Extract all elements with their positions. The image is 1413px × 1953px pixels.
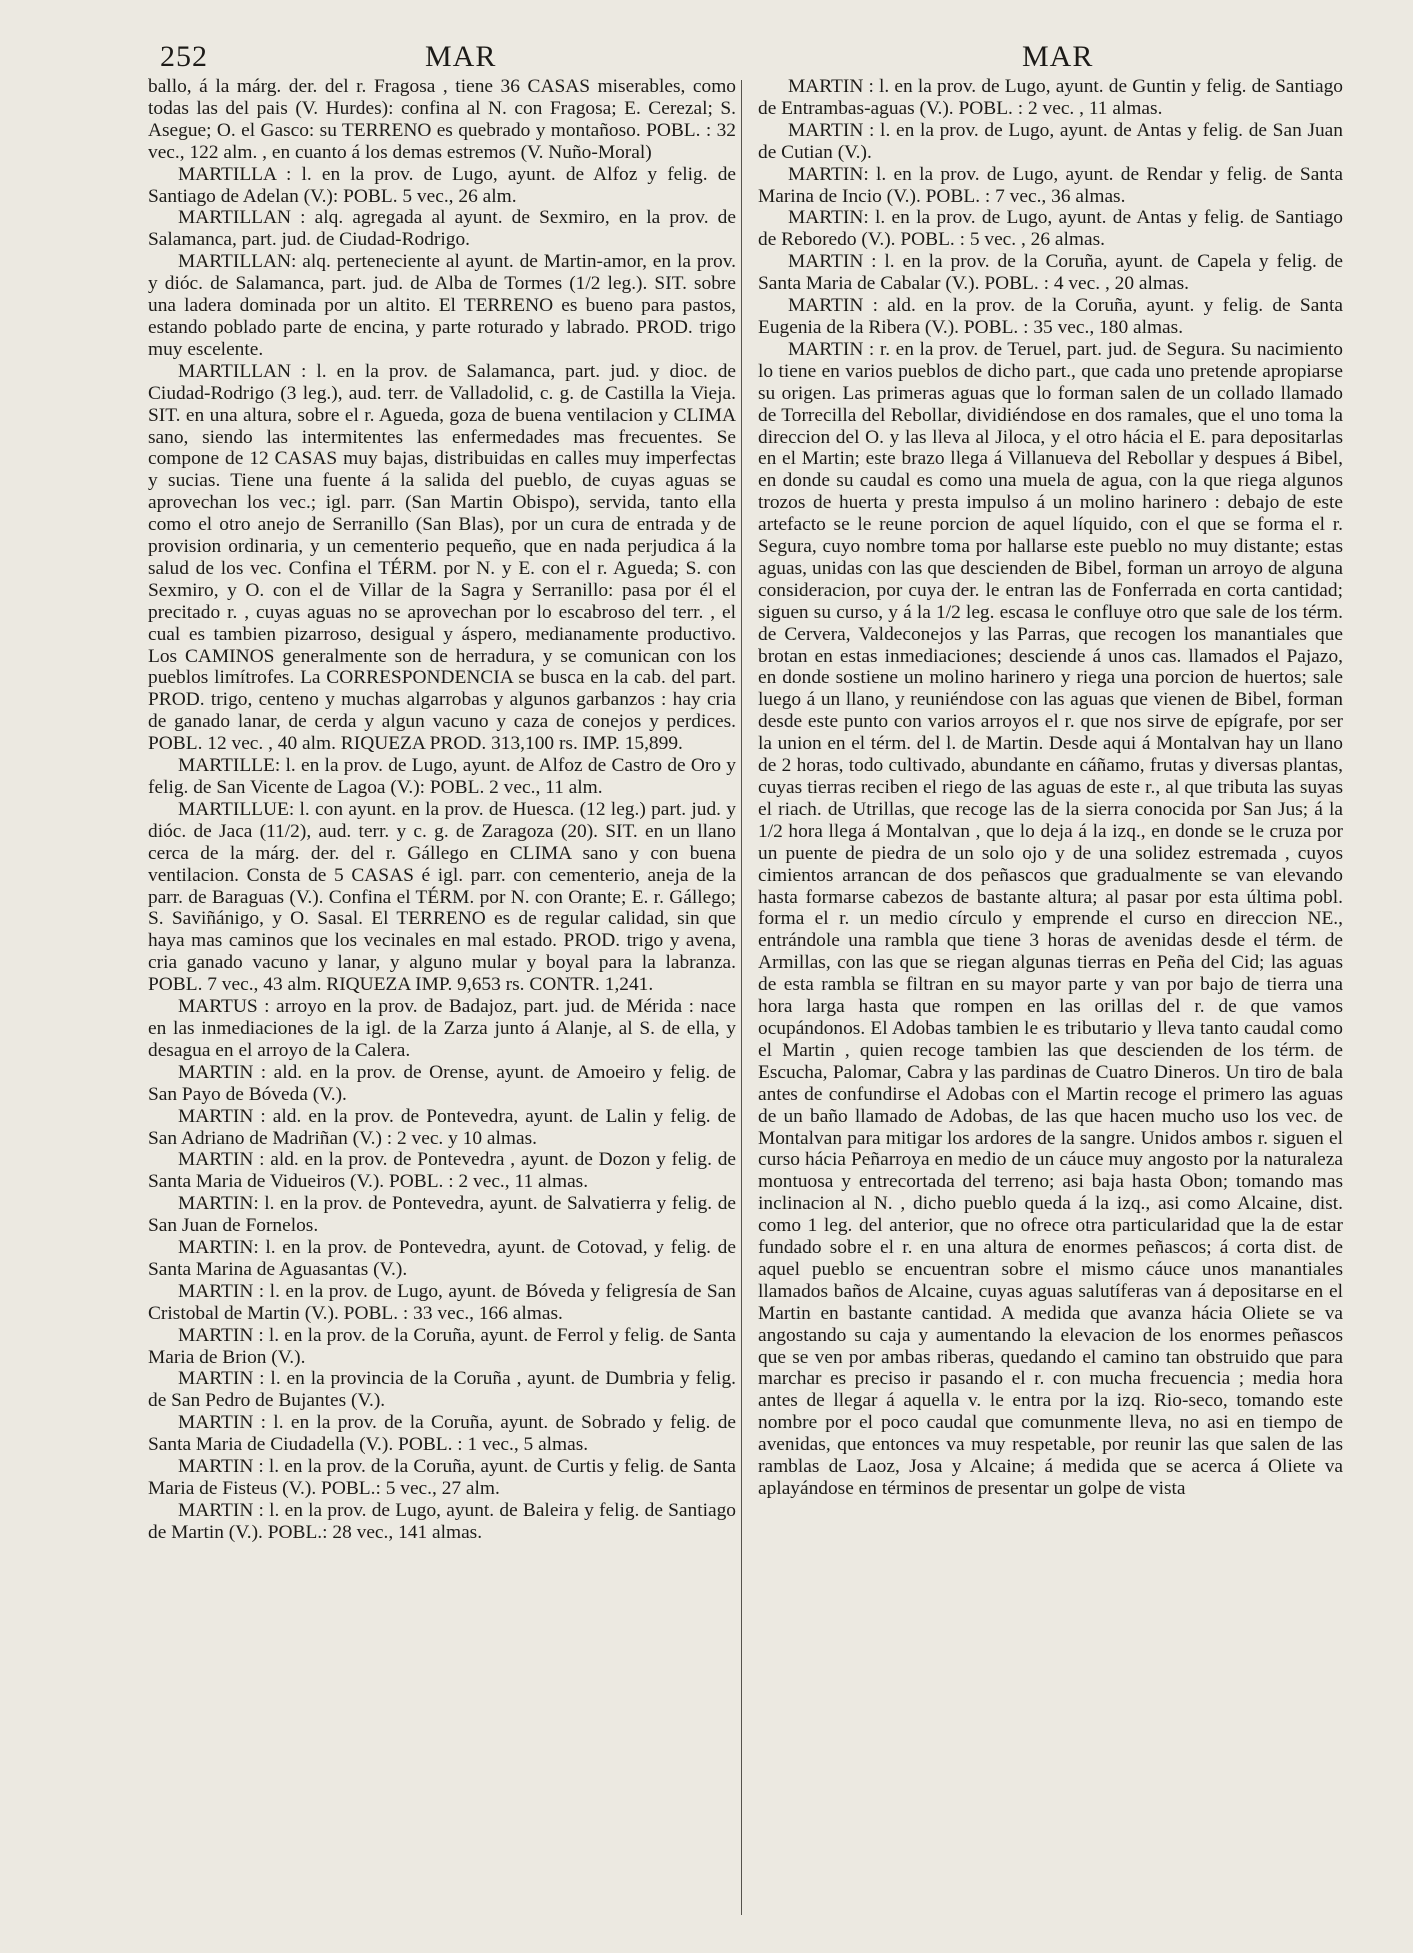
entry: MARTILLAN : l. en la prov. de Salamanca, part. jud. y dioc. de Ciudad-Rodrigo (3 leg.), aud. terr. de Valladolid, c. g. de Castilla la Vieja. SIT. en una altura, sobre el r. Agueda, goza de buena ventilacion y CLIMA sano, siendo las intermitentes las enfermedades mas frecuentes. Se compone de 12 CASAS muy bajas, distribuidas en calles muy imperfectas y sucias. Tiene una fuente á la salida del pueblo, de cuyas aguas se aprovechan los vec.; igl. parr. (San Martin Obispo), servida, tanto ella como el otro anejo de Serranillo (San Blas), por un cura de entrada y de provision ordinaria, y un cementerio pequeño, que en nada perjudica á la salud de los vec. Confina el TÉRM. por N. y E. con el r. Agueda; S. con Sexmiro, y O. con el de Villar de la Sagra y Serranillo: pasa por él el precitado r. , cuyas aguas no se aprovechan por lo escabroso del terr. , el cual es tambien pizarroso, desigual y áspero, medianamente productivo. Los CAMINOS generalmente son de herradura, y se comunican con los pueblos limítrofes. La CORRESPONDENCIA se busca en la cab. del part. PROD. trigo, centeno y muchas algarrobas y algunos garbanzos : hay cria de ganado lanar, de cerda y algun vacuno y caza de conejos y perdices. POBL. 12 vec. , 40 alm. RIQUEZA PROD. 313,100 rs. IMP. 15,899. (148, 360, 736, 755)
entry: MARTIN: l. en la prov. de Lugo, ayunt. de Antas y felig. de Santiago de Reboredo (V.). POBL. : 5 vec. , 26 almas. (758, 207, 1343, 251)
entry: MARTIN: l. en la prov. de Pontevedra, ayunt. de Salvatierra y felig. de San Juan de Fornelos. (148, 1193, 736, 1237)
right-column (758, 76, 1343, 1500)
entry: MARTUS : arroyo en la prov. de Badajoz, part. jud. de Mérida : nace en las inmediaciones de la igl. de la Zarza junto á Alanje, al S. de ella, y desagua en el arroyo de la Calera. (148, 996, 736, 1061)
entry: MARTIN : ald. en la prov. de Pontevedra , ayunt. de Dozon y felig. de Santa Maria de Vidueiros (V.). POBL. : 2 vec., 11 almas. (148, 1149, 736, 1193)
entry: MARTIN : l. en la prov. de la Coruña, ayunt. de Sobrado y felig. de Santa Maria de Ciudadella (V.). POBL. : 1 vec., 5 almas. (148, 1412, 736, 1456)
entry: MARTIN : l. en la prov. de Lugo, ayunt. de Baleira y felig. de Santiago de Martin (V.). POBL.: 28 vec., 141 almas. (148, 1499, 736, 1543)
entry: MARTILLA : l. en la prov. de Lugo, ayunt. de Alfoz y felig. de Santiago de Adelan (V.): POBL. 5 vec., 26 alm. (148, 163, 736, 207)
column-divider (741, 80, 742, 1915)
entry: MARTIN : r. en la prov. de Teruel, part. jud. de Segura. Su nacimiento lo tiene en varios pueblos de dicho part., que cada uno pretende apropiarse su origen. Las primeras aguas que lo forman salen de un collado llamado de Torrecilla del Rebollar, dividiéndose en dos ramales, que el uno toma la direccion del O. y las lleva al Jiloca, y el otro hácia el E. para depositarlas en el Martin; este brazo llega á Villanueva del Rebollar y despues á Bibel, en donde su caudal es como una muela de agua, con la que riega algunos trozos de huerta y presta impulso á un molino harinero : debajo de este artefacto se le reune porcion de aquel líquido, con el que se forma el r. Segura, cuyo nombre toma por hallarse este pueblo no muy distante; estas aguas, unidas con las que descienden de Bibel, forman un arroyo de alguna consideracion, por cuya der. le entran las de Fonferrada en corta cantidad; siguen su curso, y á la 1/2 leg. escasa le confluye otro que sale de los térm. de Cervera, Valdeconejos y las Parras, que recogen los manantiales que brotan en estas inmediaciones; desciende á unos cas. llamados el Pajazo, en donde sostiene un molino harinero y riega una porcion de huertos; sale luego á un llano, y reuniéndose con las aguas que vienen de Bibel, forman desde este punto con varios arroyos el r. que nos sirve de epígrafe, por ser la union en el térm. del l. de Martin. Desde aqui á Montalvan hay un llano de 2 horas, todo cultivado, abundante en cáñamo, frutas y diversas plantas, cuyas tierras reciben el riego de las aguas de este r., al que tributa las suyas el riach. de Utrillas, que recoge las de la sierra conocida por San Jus; á la 1/2 hora llega á Montalvan , que lo deja á la izq., en donde se le cruza por un puente de piedra de un solo ojo y de una solidez estremada , cuyos cimientos arrancan de dos peñascos que gradualmente se van elevando hasta formarse cabezos de bastante altura; al pasar por esta última pobl. forma el r. un medio círculo y emprende el curso en direccion NE., entrándole una rambla que tiene 3 horas de avenidas desde el térm. de Armillas, con las que se riegan algunas tierras en Peña del Cid; las aguas de esta rambla se filtran en su mayor parte y van por bajo de tierra una hora larga hasta que rompen en las orillas del r. de que vamos ocupándonos. El Adobas tambien le es tributario y lleva tanto caudal como el Martin , quien recoge tambien las que descienden de los térm. de Escucha, Palomar, Cabra y las pardinas de Cuatro Dineros. Un tiro de bala antes de confundirse el Adobas con el Martin recoge el primero las aguas de un baño llamado de Adobas, de las que hacen mucho uso los vec. de Montalvan para mitigar los ardores de la sangre. Unidos ambos r. siguen el curso hácia Peñarroya en medio de un cáuce muy angosto por la naturaleza montuosa y entrecortada del terreno; asi baja hasta Obon; tomando mas inclinacion al N. , dicho pueblo queda á la izq., asi como Alcaine, dist. como 1 leg. del anterior, que no ofrece otra particularidad que la de estar fundado sobre el r. en una altura de enormes peñascos; á corta dist. de aquel pueblo se encuentran sobre el mismo cáuce unos manantiales llamados baños de Alcaine, cuyas aguas salutíferas van á depositarse en el Martin en bastante cantidad. A medida que avanza hácia Oliete se va angostando su caja y aumentando la elevacion de los enormes peñascos que se ven por ambas riberas, quedando el camino tan obstruido que para marchar es preciso ir pasando el r. con mucha frecuencia ; media hora antes de llegar á aquella v. le entra por la izq. Rio-seco, tomando este nombre por el poco caudal que comunmente lleva, no asi en tiempo de avenidas, que entonces va muy respetable, por reunir las que salen de las ramblas de Laoz, Josa y Alcaine; á medida que se acerca á Oliete va aplayándose en términos de presentar un golpe de vista (758, 338, 1343, 1499)
entry: MARTIN : l. en la prov. de Lugo, ayunt. de Guntin y felig. de Santiago de Entrambas-aguas (V.). POBL. : 2 vec. , 11 almas. (758, 76, 1343, 119)
entry: MARTILLE: l. en la prov. de Lugo, ayunt. de Alfoz de Castro de Oro y felig. de San Vicente de Lagoa (V.): POBL. 2 vec., 11 alm. (148, 755, 736, 798)
entry: MARTIN : ald. en la prov. de la Coruña, ayunt. y felig. de Santa Eugenia de la Ribera (V.). POBL. : 35 vec., 180 almas. (758, 295, 1343, 338)
entry: MARTIN : l. en la prov. de la Coruña, ayunt. de Ferrol y felig. de Santa Maria de Brion (V.). (148, 1324, 736, 1368)
entry: MARTIN : ald. en la prov. de Orense, ayunt. de Amoeiro y felig. de San Payo de Bóveda (V.). (148, 1061, 736, 1105)
left-column (148, 76, 736, 1544)
entry: MARTIN : l. en la provincia de la Coruña , ayunt. de Dumbria y felig. de San Pedro de Bujantes (V.). (148, 1368, 736, 1412)
entry: MARTIN : l. en la prov. de Lugo, ayunt. de Bóveda y feligresía de San Cristobal de Martin (V.). POBL. : 33 vec., 166 almas. (148, 1280, 736, 1324)
right-running-head: MAR (1022, 40, 1094, 73)
entry: ballo, á la márg. der. del r. Fragosa , tiene 36 CASAS miserables, como todas las del pais (V. Hurdes): confina al N. con Fragosa; E. Cerezal; S. Asegue; O. el Gasco: su TERRENO es quebrado y montañoso. POBL. : 32 vec., 122 alm. , en cuanto á los demas estremos (V. Nuño-Moral) (148, 76, 736, 163)
entry: MARTILLAN: alq. perteneciente al ayunt. de Martin-amor, en la prov. y dióc. de Salamanca, part. jud. de Alba de Tormes (1/2 leg.). SIT. sobre una ladera dominada por un altito. El TERRENO es bueno para pastos, estando poblado parte de encina, y parte roturado y labrado. PROD. trigo muy escelente. (148, 251, 736, 360)
entry: MARTILLUE: l. con ayunt. en la prov. de Huesca. (12 leg.) part. jud. y dióc. de Jaca (11/2), aud. terr. y c. g. de Zaragoza (20). SIT. en un llano cerca de la márg. der. del r. Gállego en CLIMA sano y con buena ventilacion. Consta de 5 CASAS é igl. parr. con cementerio, aneja de la parr. de Baraguas (V.). Confina el TÉRM. por N. con Orante; E. r. Gállego; S. Saviñánigo, y O. Sasal. El TERRENO es de regular calidad, sin que haya mas caminos que los vecinales en mal estado. PROD. trigo y avena, cria ganado vacuno y lanar, y alguno mular y boyal para la labranza. POBL. 7 vec., 43 alm. RIQUEZA IMP. 9,653 rs. CONTR. 1,241. (148, 798, 736, 996)
left-running-head: MAR (425, 40, 497, 73)
entry: MARTIN: l. en la prov. de Lugo, ayunt. de Rendar y felig. de Santa Marina de Incio (V.). POBL. : 7 vec., 36 almas. (758, 163, 1343, 207)
entry: MARTIN : l. en la prov. de la Coruña, ayunt. de Curtis y felig. de Santa Maria de Fisteus (V.). POBL.: 5 vec., 27 alm. (148, 1456, 736, 1499)
page-number: 252 (160, 40, 208, 73)
entry: MARTIN : l. en la prov. de la Coruña, ayunt. de Capela y felig. de Santa Maria de Cabalar (V.). POBL. : 4 vec. , 20 almas. (758, 251, 1343, 295)
entry: MARTIN : l. en la prov. de Lugo, ayunt. de Antas y felig. de San Juan de Cutian (V.). (758, 119, 1343, 163)
entry: MARTILLAN : alq. agregada al ayunt. de Sexmiro, en la prov. de Salamanca, part. jud. de Ciudad-Rodrigo. (148, 207, 736, 251)
entry: MARTIN: l. en la prov. de Pontevedra, ayunt. de Cotovad, y felig. de Santa Marina de Aguasantas (V.). (148, 1237, 736, 1280)
entry: MARTIN : ald. en la prov. de Pontevedra, ayunt. de Lalin y felig. de San Adriano de Madriñan (V.) : 2 vec. y 10 almas. (148, 1105, 736, 1149)
